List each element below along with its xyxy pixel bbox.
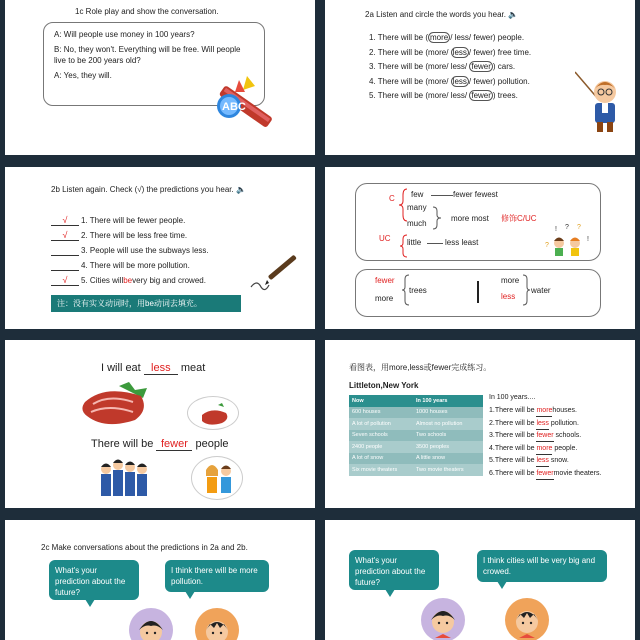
circled-word[interactable]: fewer — [471, 91, 491, 100]
slide-role-play[interactable] — [5, 0, 315, 155]
q-mark: ? — [577, 224, 581, 231]
table-row: A lot of pollution Almost no pollution — [349, 418, 483, 430]
avatar-boy — [505, 598, 549, 640]
instruction: 看图表，用more,less或fewer完成练习。 — [349, 363, 492, 372]
circled-word[interactable]: less — [452, 47, 467, 57]
divider — [477, 281, 479, 303]
answer-blank[interactable]: more — [536, 406, 552, 417]
grammar-note: 注：没有实义动词时，用be动词去填充。 — [51, 295, 241, 312]
brace-right — [431, 205, 447, 231]
countable-label: C — [389, 194, 395, 203]
answer-blank[interactable]: fewer — [536, 431, 553, 442]
answer-blank[interactable]: more — [536, 444, 552, 455]
uncountable-label: UC — [379, 234, 391, 243]
table-row: 2400 people 3500 peoples — [349, 441, 483, 453]
word-many: many — [407, 203, 427, 212]
circle-list — [369, 32, 579, 105]
slide-make-conversations[interactable] — [5, 520, 315, 640]
slide-comparatives[interactable] — [325, 167, 635, 329]
list-item: 1.There will be morehouses. — [489, 406, 634, 419]
list-item: 4.There will be more people. — [489, 444, 634, 457]
word-much: much — [407, 219, 427, 228]
list-item: 4. There will be (more/ less / fewer) pollution. — [369, 76, 530, 86]
conversation-line: A: Yes, they will. — [54, 71, 112, 80]
list-item: 2.There will be less pollution. — [489, 419, 634, 432]
sentence-1: I will eat less meat — [101, 362, 206, 374]
brace-right — [521, 273, 531, 309]
pen-icon — [245, 251, 301, 295]
slide-title: 2b Listen again. Check (√) the predictions you hear. 🔈 — [51, 185, 246, 194]
table-row: 600 houses 1000 houses — [349, 407, 483, 419]
q-mark: ? — [565, 224, 569, 231]
speech-bubble-answer: I think there will be more pollution. — [165, 560, 269, 592]
circled-word[interactable]: fewer — [471, 62, 491, 71]
list-item: 3. People will use the subways less. — [51, 241, 271, 256]
answer-blank[interactable]: fewer — [536, 469, 553, 480]
arrow-line — [431, 195, 453, 196]
word-more: more — [375, 294, 394, 303]
answer-blank[interactable]: less — [536, 419, 548, 430]
circled-word[interactable]: less — [452, 76, 467, 86]
list-item: 1. There will be ( more / less/ fewer) people. — [369, 33, 525, 42]
table-row: A lot of snow A little snow — [349, 453, 483, 465]
word-few: few — [411, 190, 424, 199]
sentence-2: There will be fewer people — [91, 438, 229, 450]
list-item: √ 2. There will be less free time. — [51, 226, 271, 241]
answer-list — [489, 406, 634, 481]
check-blank[interactable]: √ — [51, 230, 79, 241]
word-less-least: less least — [445, 238, 479, 247]
q-mark: ! — [555, 226, 557, 233]
circled-word[interactable]: more — [430, 33, 449, 42]
slide-title: 2c Make conversations about the predictions in 2a and 2b. — [41, 543, 248, 552]
speaker-icon[interactable]: 🔈 — [235, 185, 246, 194]
modifier-note: 修饰C/UC — [501, 214, 537, 223]
word-little: little — [407, 238, 422, 247]
list-item: 3.There will be fewer schools. — [489, 431, 634, 444]
word-water: water — [531, 286, 551, 295]
list-item: 6.There will be fewermovie theaters. — [489, 469, 634, 482]
girl-icon — [421, 598, 465, 640]
word-more-most: more most — [451, 214, 489, 223]
data-table — [349, 395, 483, 476]
answer-blank[interactable]: fewer — [156, 438, 192, 451]
intro-text: In 100 years.... — [489, 394, 536, 401]
girl-icon — [129, 608, 173, 640]
slide-listen-circle[interactable] — [325, 0, 635, 155]
meat-image — [79, 380, 151, 430]
list-item: 3. There will be (more/ less/ fewer ) cars. — [369, 62, 516, 71]
word-fewer-fewest: fewer fewest — [453, 190, 498, 199]
slide-conversation-example[interactable] — [325, 520, 635, 640]
table-row: Seven schools Two schools — [349, 430, 483, 442]
place-title: Littleton,New York — [349, 381, 419, 390]
q-mark: ! — [587, 236, 589, 243]
slide-title: 1c Role play and show the conversation. — [75, 7, 219, 16]
check-blank[interactable]: √ — [51, 215, 79, 226]
couple-icon — [192, 457, 244, 501]
check-list — [51, 211, 271, 286]
arrow-line — [427, 243, 443, 244]
speech-bubble-answer: I think cities will be very big and crowed. — [477, 550, 607, 582]
abc-pencil-icon — [209, 70, 279, 135]
check-blank[interactable]: √ — [51, 275, 79, 286]
answer-blank[interactable]: less — [144, 362, 178, 375]
conversation-line: A: Will people use money in 100 years? — [54, 30, 195, 39]
speech-bubble-question: What's your prediction about the future? — [49, 560, 139, 600]
slide-chart-exercise[interactable] — [325, 340, 635, 508]
table-row: Six movie theaters Two movie theaters — [349, 464, 483, 476]
meat-small-icon — [188, 397, 240, 431]
thinking-kids-icon — [543, 223, 595, 261]
teacher-illustration — [575, 70, 625, 134]
table-header: In 100 years — [413, 395, 483, 407]
slide-listen-check[interactable] — [5, 167, 315, 329]
boy-icon — [195, 608, 239, 640]
slide-title: 2a Listen and circle the words you hear. 🔈 — [365, 10, 519, 19]
avatar-boy — [195, 608, 239, 640]
check-blank[interactable] — [51, 270, 79, 271]
check-blank[interactable] — [51, 255, 79, 256]
word-fewer: fewer — [375, 276, 395, 285]
table-header: Now — [349, 395, 413, 407]
conversation-line: B: No, they won't. Everything will be free. Will people live to be 200 years old? — [54, 45, 241, 65]
answer-blank[interactable]: less — [536, 456, 548, 467]
crowd-image — [97, 452, 157, 502]
avatar-girl — [129, 608, 173, 640]
word-more: more — [501, 276, 520, 285]
list-item: √ 1. There will be fewer people. — [51, 211, 271, 226]
speaker-icon[interactable]: 🔈 — [508, 10, 519, 19]
list-item: 5.There will be less snow. — [489, 456, 634, 469]
q-mark: ? — [545, 242, 549, 249]
avatar-girl — [421, 598, 465, 640]
slide-fill-blank[interactable] — [5, 340, 315, 508]
list-item: 2. There will be (more/ less / fewer) free time. — [369, 47, 532, 57]
svg-text:ABC: ABC — [222, 101, 246, 113]
couple-frame — [191, 456, 243, 500]
meat-small-frame — [187, 396, 239, 430]
word-less: less — [501, 292, 516, 301]
list-item: 5. There will be (more/ less/ fewer ) trees. — [369, 91, 518, 100]
list-item: 4. There will be more pollution. — [51, 256, 271, 271]
boy-icon — [505, 598, 549, 640]
word-trees: trees — [409, 286, 427, 295]
list-item: √ 5. Cities will be very big and crowed. — [51, 271, 271, 286]
speech-bubble-question: What's your prediction about the future? — [349, 550, 439, 590]
